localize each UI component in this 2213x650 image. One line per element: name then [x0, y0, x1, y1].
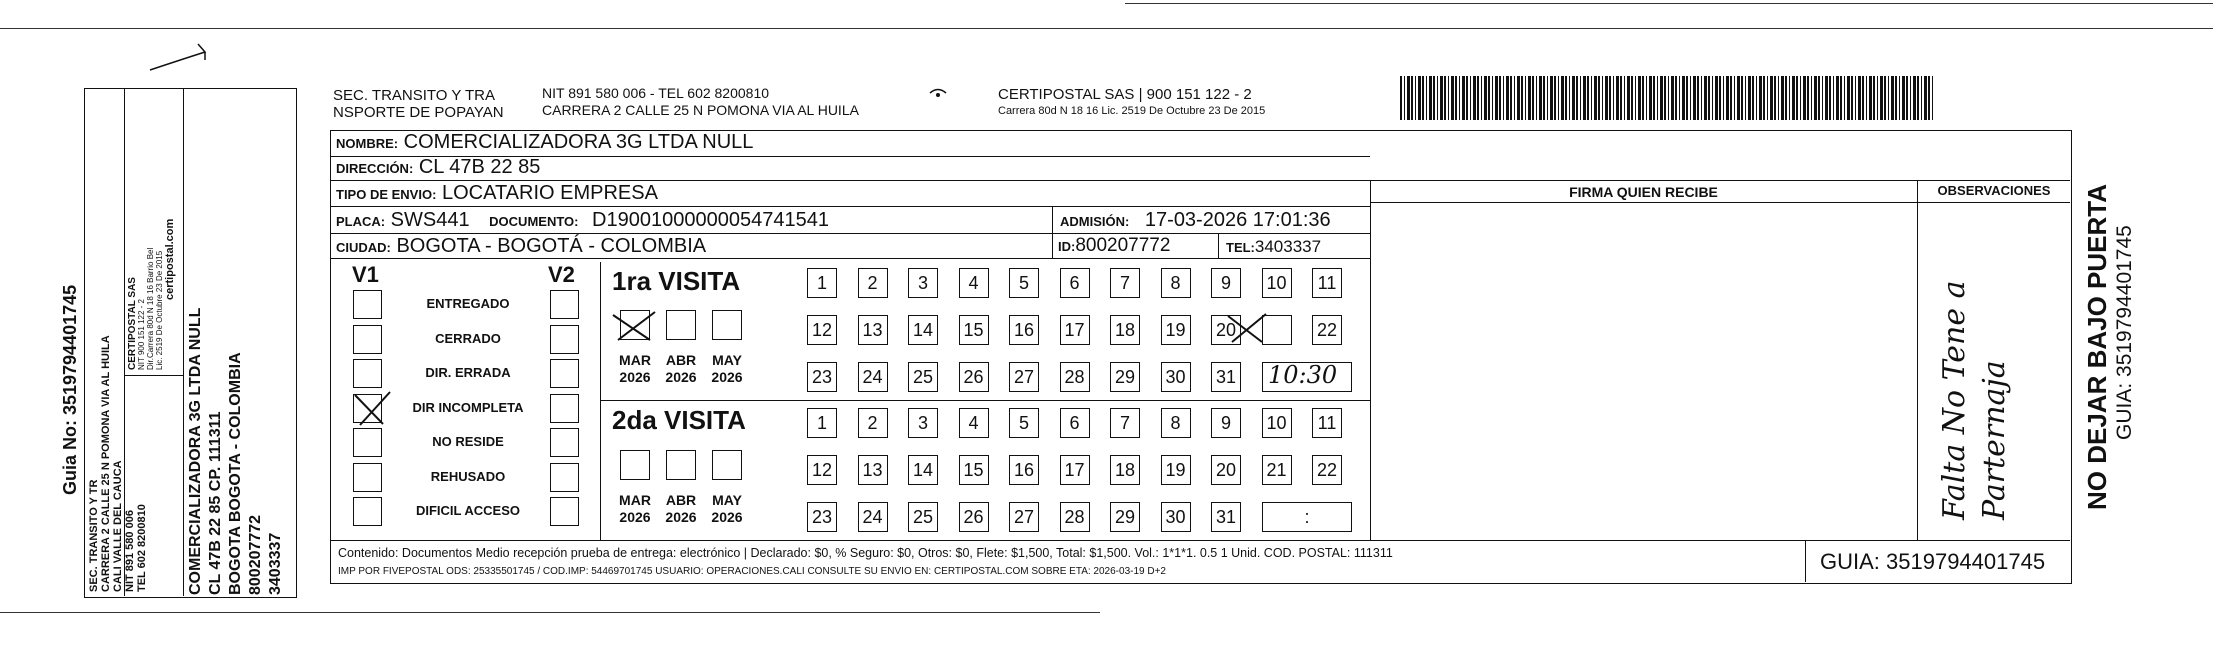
footer-content: Contenido: Documentos Medio recepción prueba de entrega: electrónico | Declarado: $0, % Seguro: $0, Otros: $0, Flete: $1,500, Total: $1,500. Vol.: 1*1*1. 0.5 1 Unid. COD. POSTAL: 111311 [338, 546, 1393, 560]
nombre-label: NOMBRE: [336, 136, 399, 151]
month-year: 2026 [619, 509, 651, 525]
month-name: ABR [665, 352, 697, 368]
observaciones-label: OBSERVACIONES [1937, 183, 2051, 198]
day-second-18[interactable]: 18 [1110, 455, 1140, 485]
day-first-12[interactable]: 12 [807, 315, 837, 345]
day-second-30[interactable]: 30 [1161, 502, 1191, 532]
day-first-24[interactable]: 24 [858, 362, 888, 392]
day-second-21[interactable]: 21 [1262, 455, 1292, 485]
month-name: MAY [712, 352, 742, 368]
right-stub-guia: GUIA: 3519794401745 [2113, 225, 2136, 440]
day-second-3[interactable]: 3 [908, 408, 938, 438]
day-first-28[interactable]: 28 [1060, 362, 1090, 392]
day-first-9[interactable]: 9 [1211, 268, 1241, 298]
day-second-9[interactable]: 9 [1211, 408, 1241, 438]
id-label: ID: [1058, 239, 1076, 254]
header-sender-nit: NIT 891 580 006 - TEL 602 8200810 CARRERA 2 CALLE 25 N POMONA VIA AL HUILA [542, 85, 859, 118]
day-second-11[interactable]: 11 [1312, 408, 1342, 438]
day-first-6[interactable]: 6 [1060, 268, 1090, 298]
month-year: 2026 [665, 509, 697, 525]
header-carrier-address: Carrera 80d N 18 16 Lic. 2519 De Octubre 23 De 2015 [998, 105, 1266, 117]
left-stub-certipostal: CERTIPOSTAL SAS NIT 900 151 122 - 2 Dir.Carrera 80d N 18 16 Barrio Bel Lic. 2519 De Octubre 23 De 2015 [127, 247, 164, 370]
day-first-8[interactable]: 8 [1161, 268, 1191, 298]
day-second-16[interactable]: 16 [1009, 455, 1039, 485]
day-first-18[interactable]: 18 [1110, 315, 1140, 345]
day-first-31[interactable]: 31 [1211, 362, 1241, 392]
tipo-value: LOCATARIO EMPRESA [441, 182, 658, 204]
day-second-2[interactable]: 2 [858, 408, 888, 438]
placa-value: SWS441 [390, 209, 470, 231]
day-first-14[interactable]: 14 [908, 315, 938, 345]
day-second-20[interactable]: 20 [1211, 455, 1241, 485]
day-first-15[interactable]: 15 [959, 315, 989, 345]
day-second-25[interactable]: 25 [908, 502, 938, 532]
day-second-15[interactable]: 15 [959, 455, 989, 485]
visit-option-label: DIR. ERRADA [425, 365, 511, 380]
visit-option-label: NO RESIDE [432, 434, 504, 449]
day-first-13[interactable]: 13 [858, 315, 888, 345]
ciudad-label: CIUDAD: [336, 240, 391, 255]
first-visit-title: 1ra VISITA [612, 266, 741, 296]
day-first-22[interactable]: 22 [1312, 315, 1342, 345]
month-year: 2026 [665, 369, 697, 385]
day-first-3[interactable]: 3 [908, 268, 938, 298]
day-first-26[interactable]: 26 [959, 362, 989, 392]
day-second-6[interactable]: 6 [1060, 408, 1090, 438]
day-first-25[interactable]: 25 [908, 362, 938, 392]
v1-label: V1 [352, 262, 379, 287]
day-first-23[interactable]: 23 [807, 362, 837, 392]
documento-label: DOCUMENTO: [489, 214, 579, 229]
firma-label: FIRMA QUIEN RECIBE [1569, 184, 1718, 200]
month-name: MAR [619, 352, 651, 368]
right-stub-no-dejar: NO DEJAR BAJO PUERTA [2082, 183, 2112, 510]
day-second-26[interactable]: 26 [959, 502, 989, 532]
month-name: MAY [712, 492, 742, 508]
day-second-31[interactable]: 31 [1211, 502, 1241, 532]
day-first-11[interactable]: 11 [1312, 268, 1342, 298]
day-second-17[interactable]: 17 [1060, 455, 1090, 485]
day-first-17[interactable]: 17 [1060, 315, 1090, 345]
day-first-19[interactable]: 19 [1161, 315, 1191, 345]
month-year: 2026 [619, 369, 651, 385]
guia-number-vertical: Guia No: 3519794401745 [60, 284, 80, 495]
day-first-30[interactable]: 30 [1161, 362, 1191, 392]
day-second-1[interactable]: 1 [807, 408, 837, 438]
visit-option-label: REHUSADO [430, 468, 506, 484]
scribble-top-left [150, 44, 205, 70]
day-first-5[interactable]: 5 [1009, 268, 1039, 298]
day-second-4[interactable]: 4 [959, 408, 989, 438]
month-year: 2026 [711, 369, 743, 385]
direccion-value: CL 47B 22 85 [418, 156, 541, 178]
placa-label: PLACA: [336, 214, 386, 229]
footer-guia: GUIA: 3519794401745 [1820, 549, 2046, 574]
day-second-23[interactable]: 23 [807, 502, 837, 532]
left-stub-website: certipostal.com [164, 218, 176, 300]
day-second-24[interactable]: 24 [858, 502, 888, 532]
documento-value: D19001000000054741541 [592, 209, 829, 231]
month-name: MAR [619, 492, 651, 508]
day-second-27[interactable]: 27 [1009, 502, 1039, 532]
time-placeholder: : [1304, 506, 1310, 527]
month-year: 2026 [711, 509, 743, 525]
day-second-19[interactable]: 19 [1161, 455, 1191, 485]
observaciones-handwriting: Falta No Tene a Parternaja [1937, 280, 2012, 520]
v2-label: V2 [548, 262, 575, 287]
mark-dir-incompleta [355, 392, 390, 425]
day-first-1[interactable]: 1 [807, 268, 837, 298]
day-second-22[interactable]: 22 [1312, 455, 1342, 485]
mark-month-mar [613, 312, 655, 340]
visit-option-label: DIR INCOMPLETA [412, 399, 524, 415]
day-second-10[interactable]: 10 [1262, 408, 1292, 438]
day-first-16[interactable]: 16 [1009, 315, 1039, 345]
day-first-10[interactable]: 10 [1262, 268, 1292, 298]
mark-day-21 [1228, 314, 1266, 342]
day-second-28[interactable]: 28 [1060, 502, 1090, 532]
tel-value: 3403337 [1254, 237, 1322, 256]
visit-option-label: DIFICIL ACCESO [415, 503, 520, 518]
admision-value: 17-03-2026 17:01:36 [1144, 209, 1331, 231]
direccion-label: DIRECCIÓN: [336, 161, 414, 176]
left-stub-sender: SEC. TRANSITO Y TR CARRERA 2 CALLE 25 N POMONA VIA AL HUILA CALI VALLE DEL CAUCA NIT 891 580 006 TEL 602 8200810 [88, 335, 148, 592]
day-first-7[interactable]: 7 [1110, 268, 1140, 298]
tipo-label: TIPO DE ENVIO: [336, 187, 437, 202]
day-second-8[interactable]: 8 [1161, 408, 1191, 438]
handwritten-time: 10:30 [1268, 361, 1338, 389]
second-visit-title: 2da VISITA [612, 405, 746, 435]
day-second-12[interactable]: 12 [807, 455, 837, 485]
footer-imp: IMP POR FIVEPOSTAL ODS: 25335501745 / COD.IMP: 54469701745 USUARIO: OPERACIONES.CALI CONSULTE SU ENVIO EN: CERTIPOSTAL.COM SOBRE ETA: 2026-03-19 D+2 [338, 566, 1166, 577]
id-value: 800207772 [1075, 235, 1171, 256]
day-first-4[interactable]: 4 [959, 268, 989, 298]
nombre-value: COMERCIALIZADORA 3G LTDA NULL [403, 131, 754, 153]
header-sender-name: SEC. TRANSITO Y TRA NSPORTE DE POPAYAN [333, 87, 504, 121]
ciudad-value: BOGOTA - BOGOTÁ - COLOMBIA [396, 235, 707, 257]
visit-option-label: ENTREGADO [426, 296, 510, 311]
day-first-20[interactable]: 20 [1211, 315, 1241, 345]
day-second-29[interactable]: 29 [1110, 502, 1140, 532]
day-second-7[interactable]: 7 [1110, 408, 1140, 438]
day-second-5[interactable]: 5 [1009, 408, 1039, 438]
day-first-29[interactable]: 29 [1110, 362, 1140, 392]
day-first-2[interactable]: 2 [858, 268, 888, 298]
tel-label: TEL: [1226, 240, 1255, 255]
header-carrier-name: CERTIPOSTAL SAS | 900 151 122 - 2 [998, 86, 1252, 103]
left-stub-recipient: COMERCIALIZADORA 3G LTDA NULL CL 47B 22 85 CP. 111311 BOGOTA BOGOTA - COLOMBIA 800207772 3403337 [187, 307, 284, 595]
visit-option-label: CERRADO [435, 330, 501, 346]
day-second-14[interactable]: 14 [908, 455, 938, 485]
day-second-13[interactable]: 13 [858, 455, 888, 485]
month-name: ABR [665, 492, 697, 508]
day-first-27[interactable]: 27 [1009, 362, 1039, 392]
admision-label: ADMISIÓN: [1060, 214, 1130, 229]
